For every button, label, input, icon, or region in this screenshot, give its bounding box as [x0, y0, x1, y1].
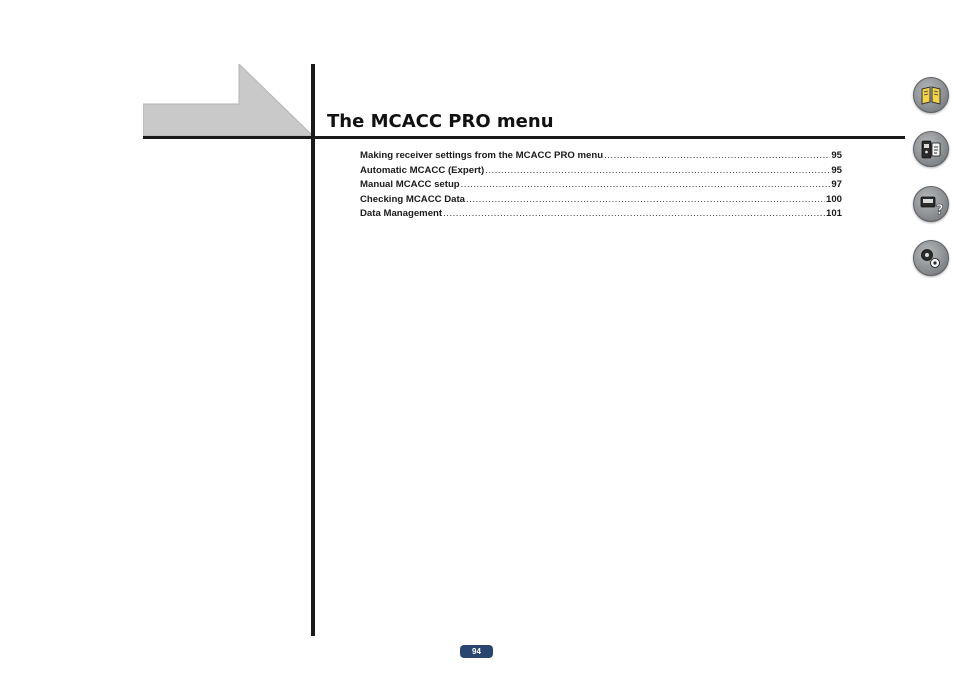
title-rule — [313, 136, 905, 139]
toc-entry-label: Data Management — [360, 208, 443, 219]
toc-entry[interactable] — [360, 165, 842, 180]
page-title: The MCACC PRO menu — [327, 111, 554, 132]
toc-leader-dots — [443, 208, 825, 219]
toc-entry[interactable] — [360, 208, 842, 223]
toc-leader-dots — [485, 165, 830, 176]
toc-entry[interactable] — [360, 179, 842, 194]
troubleshooting-icon[interactable] — [913, 186, 949, 222]
toc-entry-page: 100 — [825, 193, 842, 205]
toc-entry-label: Checking MCACC Data — [360, 193, 466, 205]
left-rule — [143, 136, 313, 139]
toc-leader-dots — [466, 194, 825, 205]
settings-gear-icon[interactable] — [913, 240, 949, 276]
book-icon[interactable] — [913, 77, 949, 113]
vertical-divider — [311, 64, 315, 636]
toc-entry-page: 101 — [825, 208, 842, 219]
toc-entry-page: 95 — [831, 150, 842, 161]
toc-leader-dots — [461, 179, 831, 190]
toc-entry[interactable] — [360, 150, 842, 165]
remote-control-icon[interactable] — [913, 131, 949, 167]
toc-entry[interactable] — [360, 194, 842, 209]
page-number-badge: 94 — [460, 645, 493, 658]
toc-leader-dots — [604, 150, 830, 161]
toc-entry-label: Making receiver settings from the MCACC PRO menu — [360, 150, 604, 161]
toc-entry-page: 97 — [831, 179, 842, 190]
toc-entry-label: Manual MCACC setup — [360, 179, 460, 190]
table-of-contents — [360, 150, 842, 223]
toc-entry-page: 95 — [831, 164, 842, 176]
toc-entry-label: Automatic MCACC (Expert) — [360, 164, 485, 176]
svg-text:?: ? — [936, 203, 944, 218]
section-arrow-graphic — [143, 64, 313, 139]
